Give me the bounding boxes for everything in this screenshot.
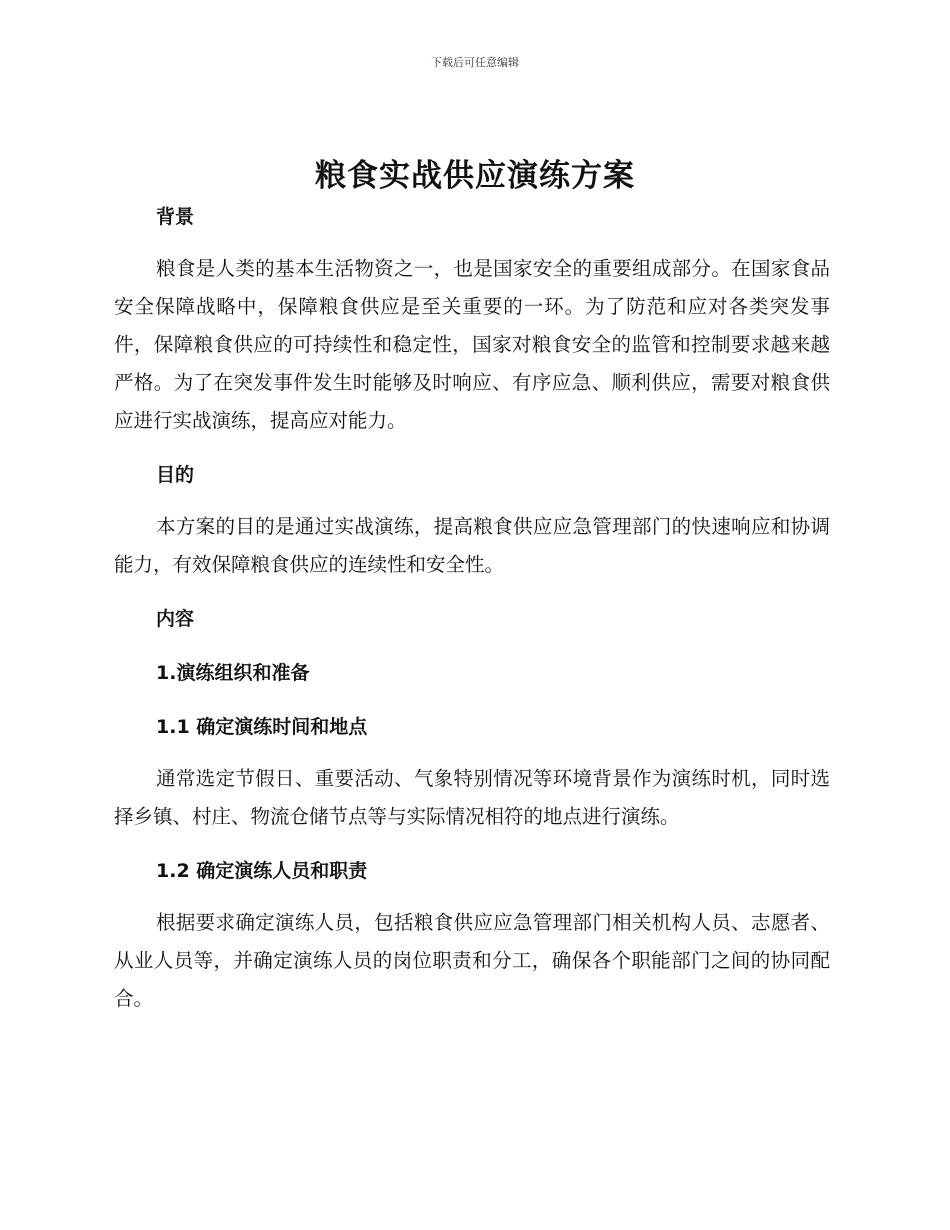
section-heading-background: 背景	[156, 206, 195, 228]
paragraph-1-2: 根据要求确定演练人员，包括粮食供应应急管理部门相关机构人员、志愿者、从业人员等，并确定演练人员的岗位职责和分工，确保各个职能部门之间的协同配合。	[114, 911, 830, 1010]
subsection-heading-1-2: 1.2 确定演练人员和职责	[156, 860, 368, 882]
section-heading-purpose: 目的	[156, 464, 195, 486]
page-header-note: 下载后可任意编辑	[431, 56, 519, 69]
document-title: 粮食实战供应演练方案	[315, 158, 635, 194]
paragraph-purpose: 本方案的目的是通过实战演练，提高粮食供应应急管理部门的快速响应和协调能力，有效保障粮食供应的连续性和安全性。	[114, 515, 830, 576]
paragraph-1-1: 通常选定节假日、重要活动、气象特别情况等环境背景作为演练时机，同时选择乡镇、村庄、物流仓储节点等与实际情况相符的地点进行演练。	[114, 767, 830, 828]
subsection-heading-1: 1.演练组织和准备	[156, 662, 310, 684]
paragraph-background: 粮食是人类的基本生活物资之一，也是国家安全的重要组成部分。在国家食品安全保障战略中，保障粮食供应是至关重要的一环。为了防范和应对各类突发事件，保障粮食供应的可持续性和稳定性，国家对粮食安全的监管和控制要求越来越严格。为了在突发事件发生时能够及时响应、有序应急、顺利供应，需要对粮食供应进行实战演练，提高应对能力。	[114, 257, 830, 432]
subsection-heading-1-1: 1.1 确定演练时间和地点	[156, 716, 368, 738]
document-body	[114, 198, 830, 1018]
section-heading-content: 内容	[156, 608, 195, 630]
